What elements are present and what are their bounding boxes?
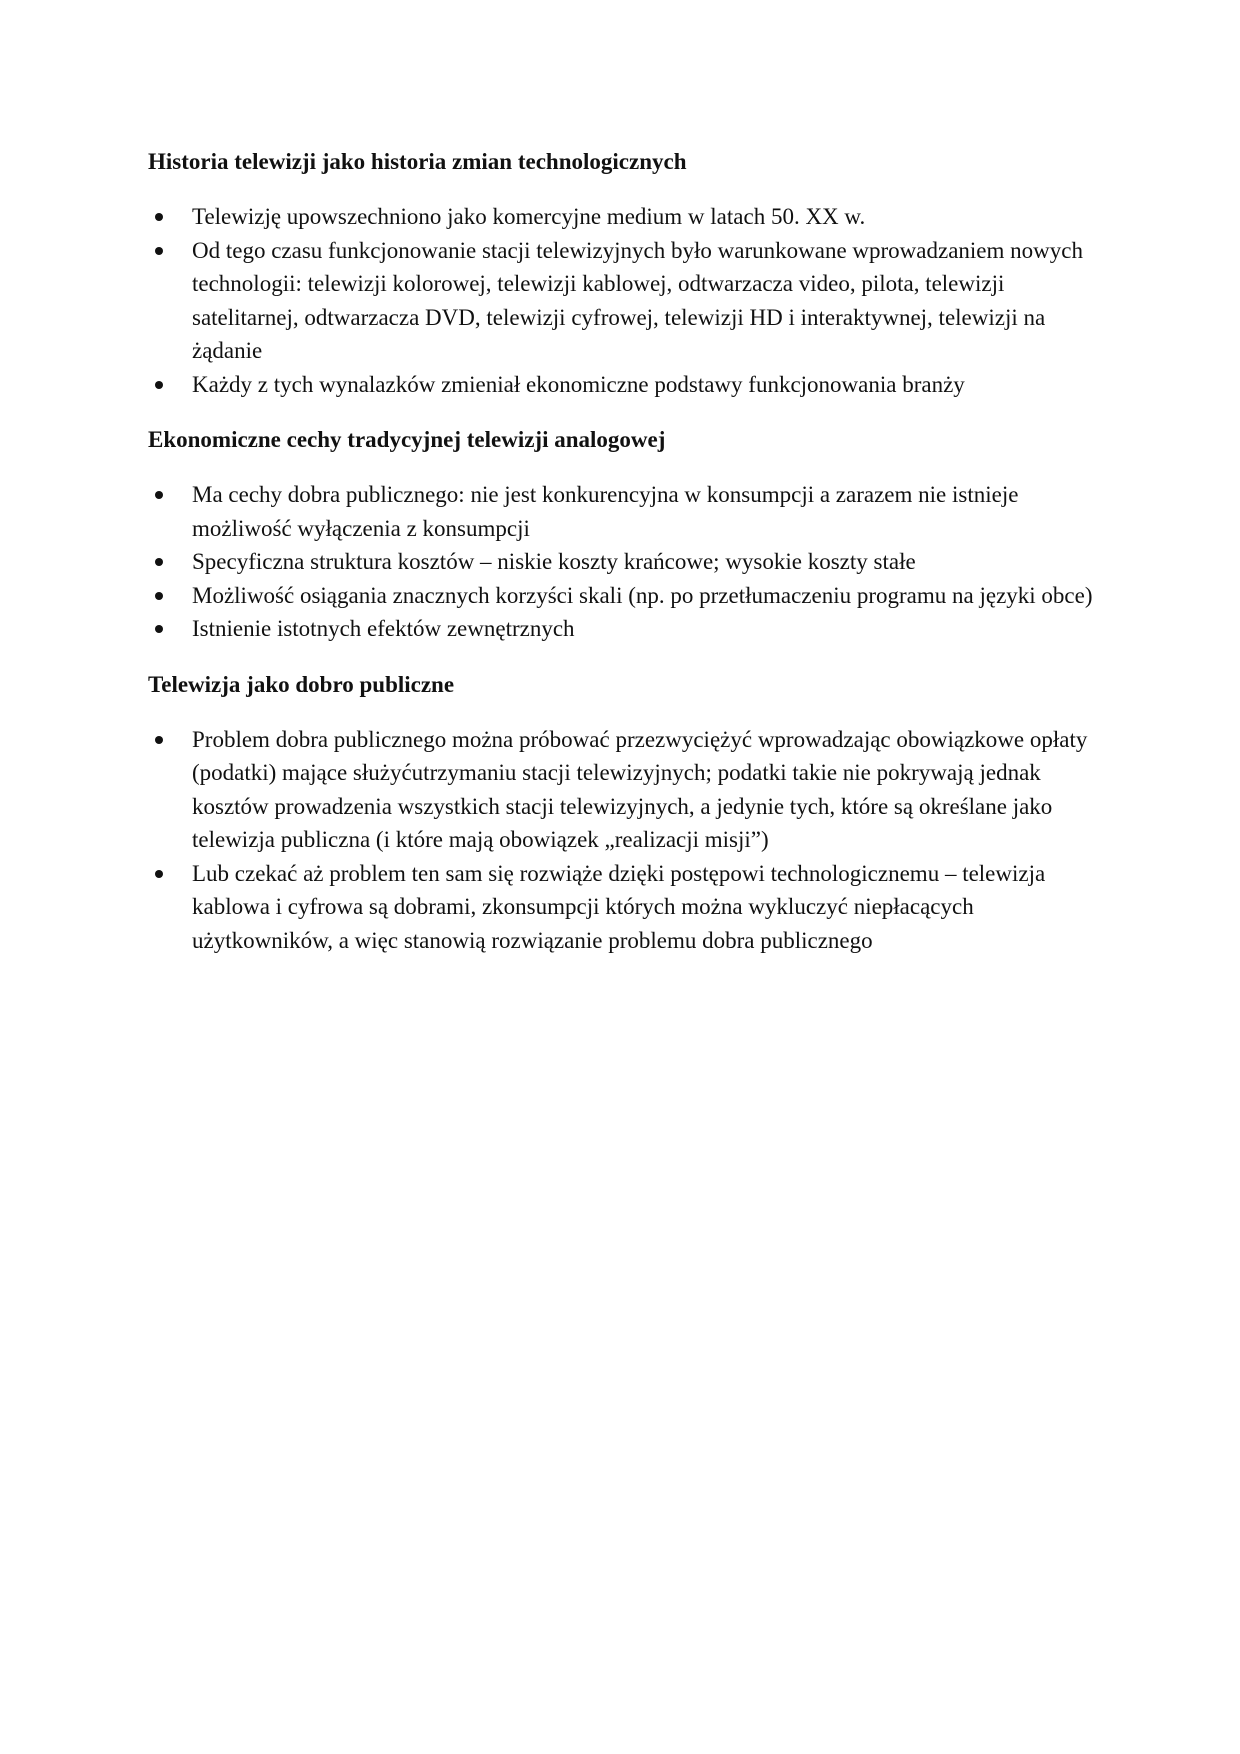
- list-item-text: Ma cechy dobra publicznego: nie jest konkurencyjna w konsumpcji a zarazem nie istnieje możliwość wyłączenia z konsumpcji: [192, 482, 1019, 541]
- list-item: [148, 200, 1098, 234]
- list-item: [148, 478, 1098, 545]
- bullet-icon: [155, 247, 163, 255]
- bullet-icon: [155, 736, 163, 744]
- list-item-text: Lub czekać aż problem ten sam się rozwiąże dzięki postępowi technologicznemu – telewizja kablowa i cyfrowa są dobrami, zkonsumpcji których można wykluczyć niepłacących użytkowników, a więc stanowią rozwiązanie problemu dobra publicznego: [192, 860, 1046, 953]
- list-item: [148, 545, 1098, 579]
- section-heading: Historia telewizji jako historia zmian technologicznych: [148, 149, 687, 174]
- list-item: [148, 723, 1098, 857]
- list-item: [148, 857, 1098, 958]
- bullet-list: [148, 478, 1098, 646]
- section-public-good: [148, 668, 1098, 958]
- list-item-text: Każdy z tych wynalazków zmieniał ekonomiczne podstawy funkcjonowania branży: [192, 371, 965, 397]
- section-heading: Telewizja jako dobro publiczne: [148, 671, 455, 697]
- bullet-list: [148, 200, 1098, 401]
- document-content: [148, 145, 1098, 979]
- bullet-icon: [155, 213, 163, 221]
- section-heading: Ekonomiczne cechy tradycyjnej telewizji analogowej: [148, 427, 666, 452]
- list-item: [148, 579, 1098, 613]
- list-item-text: Możliwość osiągania znacznych korzyści skali (np. po przetłumaczeniu programu na języki obce): [192, 582, 1093, 608]
- list-item-text: Specyficzna struktura kosztów – niskie koszty krańcowe; wysokie koszty stałe: [192, 549, 916, 574]
- bullet-icon: [155, 558, 163, 566]
- bullet-icon: [155, 870, 163, 878]
- list-item-text: Istnienie istotnych efektów zewnętrznych: [192, 616, 575, 641]
- list-item: [148, 612, 1098, 646]
- list-item: [148, 368, 1098, 402]
- bullet-icon: [155, 592, 163, 600]
- section-history: [148, 145, 1098, 401]
- list-item-text: Telewizję upowszechniono jako komercyjne medium w latach 50. XX w.: [192, 204, 866, 229]
- list-item-text: Problem dobra publicznego można próbować przezwyciężyć wprowadzając obowiązkowe opłaty (podatki) mające służyćutrzymaniu stacji telewizyjnych; podatki takie nie pokrywają jednak kosztów prowadzenia wszystkich stacji telewizyjnych, a jedynie tych, które są określane jako telewizja publiczna (i które mają obowiązek „realizacji misji”): [192, 726, 1088, 852]
- bullet-list: [148, 723, 1098, 958]
- list-item: [148, 234, 1098, 368]
- bullet-icon: [155, 625, 163, 633]
- bullet-icon: [155, 381, 163, 389]
- list-item-text: Od tego czasu funkcjonowanie stacji telewizyjnych było warunkowane wprowadzaniem nowych technologii: telewizji kolorowej, telewizji kablowej, odtwarzacza video, pilota, telewizji satelitarnej, odtwarzacza DVD, telewizji cyfrowej, telewizji HD i interaktywnej, telewizji na żądanie: [192, 237, 1083, 363]
- bullet-icon: [155, 491, 163, 499]
- section-economic-features: [148, 423, 1098, 646]
